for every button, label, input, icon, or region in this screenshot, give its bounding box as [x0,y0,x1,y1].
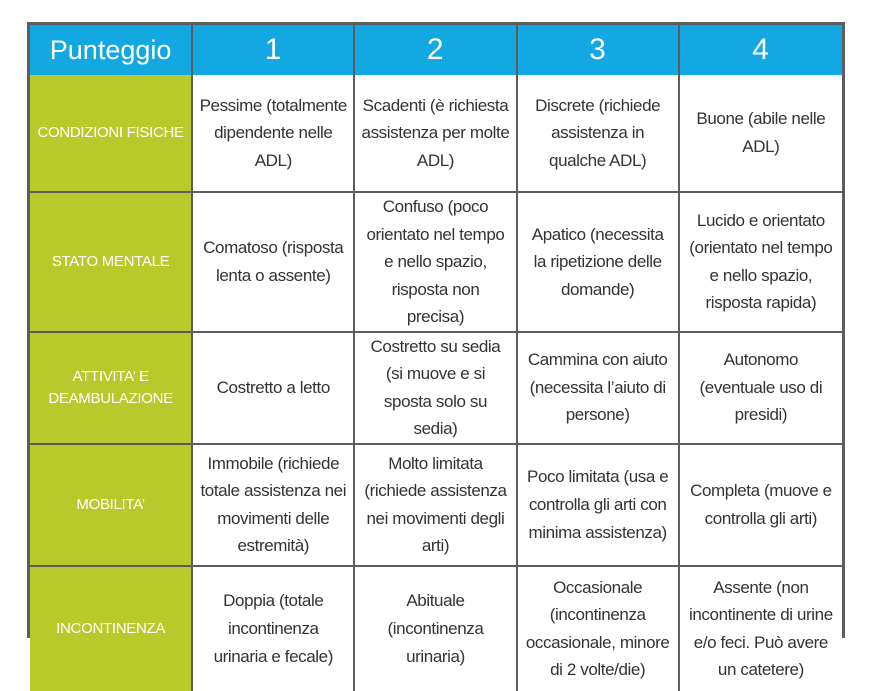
table-cell: Confuso (poco orientato nel tempo e nello spazio, risposta non precisa) [355,193,517,333]
header-score-3: 3 [518,25,680,75]
table-row [30,445,842,567]
table-cell: Cammina con aiuto (necessita l’aiuto di persone) [518,333,680,445]
table-cell: Costretto a letto [193,333,355,445]
table-row [30,193,842,333]
row-label [30,75,193,193]
table-cell: Abituale (incontinenza urinaria) [355,567,517,691]
header-score-2: 2 [355,25,517,75]
table-cell: Autonomo (eventuale uso di presidi) [680,333,842,445]
table-cell: Comatoso (risposta lenta o assente) [193,193,355,333]
header-score-1: 1 [193,25,355,75]
table-cell: Molto limitata (richiede assistenza nei movimenti degli arti) [355,445,517,567]
table-cell: Discrete (richiede assistenza in qualche ADL) [518,75,680,193]
table-row [30,75,842,193]
table-cell: Buone (abile nelle ADL) [680,75,842,193]
table-cell: Apatico (necessita la ripetizione delle domande) [518,193,680,333]
table-cell: Completa (muove e controlla gli arti) [680,445,842,567]
table-cell: Assente (non incontinente di urine e/o feci. Può avere un catetere) [680,567,842,691]
table-cell: Scadenti (è richiesta assistenza per molte ADL) [355,75,517,193]
norton-scale-table [30,25,842,691]
row-label [30,445,193,567]
header-row [30,25,842,75]
table-cell: Costretto su sedia (si muove e si sposta solo su sedia) [355,333,517,445]
table-cell: Occasionale (incontinenza occasionale, minore di 2 volte/die) [518,567,680,691]
row-label-text: INCONTINENZA [56,619,166,637]
row-label [30,193,193,333]
table-cell: Doppia (totale incontinenza urinaria e fecale) [193,567,355,691]
table-row [30,333,842,445]
header-score-4: 4 [680,25,842,75]
row-label-text: STATO MENTALE [51,252,170,270]
row-label [30,333,193,445]
table-cell: Pessime (totalmente dipendente nelle ADL) [193,75,355,193]
table-frame [27,22,845,680]
header-corner: Punteggio [30,25,193,75]
table-row [30,567,842,691]
row-label-text: MOBILITA’ [76,495,145,513]
table-cell: Lucido e orientato (orientato nel tempo e nello spazio, risposta rapida) [680,193,842,333]
row-label-text: ATTIVITA’ E [72,367,149,385]
row-label [30,567,193,691]
table-cell: Poco limitata (usa e controlla gli arti con minima assistenza) [518,445,680,567]
row-label-text: CONDIZIONI FISICHE [37,124,184,142]
table-cell: Immobile (richiede totale assistenza nei movimenti delle estremità) [193,445,355,567]
row-label-text: DEAMBULAZIONE [48,389,173,407]
